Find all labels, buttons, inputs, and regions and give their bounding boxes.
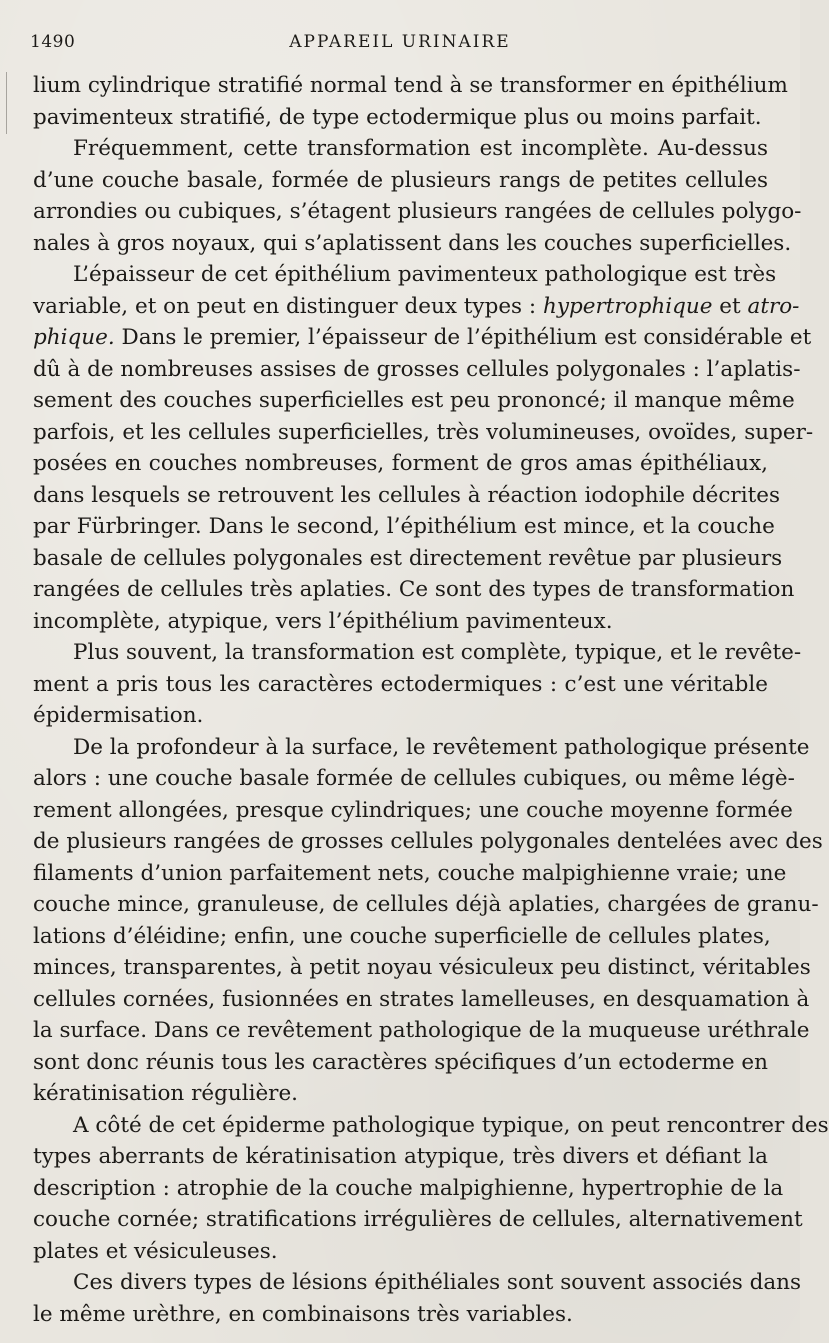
text-line: Plus souvent, la transformation est complète, typique, et le revête- [73, 640, 802, 665]
text-line: Ces divers types de lésions épithéliales sont souvent associés dans [73, 1270, 802, 1295]
running-head [30, 32, 770, 56]
text-run: variable, et on peut en distinguer deux types : [33, 293, 543, 319]
text-line: épidermisation. [33, 703, 204, 728]
text-line: ment a pris tous les caractères ectodermiques : c’est une véritable [33, 671, 768, 697]
text-line: lations d’éléidine; enfin, une couche superficielle de cellules plates, [33, 923, 771, 949]
body-text [33, 70, 829, 1330]
text-line: sement des couches superficielles est peu prononcé; il manque même [33, 388, 795, 413]
text-line: posées en couches nombreuses, forment de gros amas épithéliaux, [33, 451, 768, 476]
text-line: rement allongées, presque cylindriques; une couche moyenne formée [33, 797, 793, 823]
text-line: de plusieurs rangées de grosses cellules polygonales dentelées avec des [33, 829, 823, 854]
text-line: types aberrants de kératinisation atypique, très divers et défiant la [33, 1144, 768, 1169]
text-line: dans lesquels se retrouvent les cellules à réaction iodophile décrites [33, 482, 780, 508]
text-line: nales à gros noyaux, qui s’aplatissent dans les couches superficielles. [33, 230, 792, 256]
text-line: couche cornée; stratifications irrégulières de cellules, alternativement [33, 1207, 803, 1232]
text-line: par Fürbringer. Dans le second, l’épithélium est mince, et la couche [33, 514, 775, 539]
text-run: Dans le premier, l’épaisseur de l’épithélium est considérable et [114, 325, 812, 350]
text-line: incomplète, atypique, vers l’épithélium pavimenteux. [33, 608, 613, 634]
text-line: De la profondeur à la surface, le revêtement pathologique présente [73, 734, 810, 760]
text-line: minces, transparentes, à petit noyau vésiculeux peu distinct, véritables [33, 955, 811, 980]
text-line: filaments d’union parfaitement nets, couche malpighienne vraie; une [33, 860, 787, 886]
italic-term: hypertrophique [543, 293, 713, 319]
text-line: description : atrophie de la couche malpighienne, hypertrophie de la [33, 1175, 784, 1201]
page-number: 1490 [30, 32, 76, 52]
text-line: parfois, et les cellules superficielles, très volumineuses, ovoïdes, super- [33, 419, 814, 445]
italic-term: atro- [747, 293, 800, 319]
text-line: basale de cellules polygonales est directement revêtue par plusieurs [33, 545, 783, 571]
text-line: d’une couche basale, formée de plusieurs rangs de petites cellules [33, 167, 768, 193]
text-line: kératinisation régulière. [33, 1081, 299, 1106]
margin-mark [6, 72, 9, 134]
text-line: lium cylindrique stratifié normal tend à se transformer en épithélium [33, 73, 788, 98]
text-line: L’épaisseur de cet épithélium pavimenteux pathologique est très [73, 262, 777, 287]
text-line [33, 291, 800, 323]
italic-term: phique. [33, 325, 115, 350]
text-line: sont donc réunis tous les caractères spécifiques d’un ectoderme en [33, 1049, 768, 1075]
section-title: APPAREIL URINAIRE [289, 32, 511, 52]
text-line: rangées de cellules très aplaties. Ce sont des types de transformation [33, 577, 795, 602]
text-line: cellules cornées, fusionnées en strates lamelleuses, en desquamation à [33, 986, 810, 1012]
text-line: dû à de nombreuses assises de grosses cellules polygonales : l’aplatis- [33, 356, 801, 382]
text-line: plates et vésiculeuses. [33, 1238, 278, 1264]
text-line: pavimenteux stratifié, de type ectodermique plus ou moins parfait. [33, 104, 762, 130]
text-line: alors : une couche basale formée de cellules cubiques, ou même légè- [33, 766, 795, 791]
text-line: arrondies ou cubiques, s’étagent plusieurs rangées de cellules polygo- [33, 199, 802, 224]
text-line: Fréquemment, cette transformation est incomplète. Au-dessus [73, 136, 768, 161]
text-line: couche mince, granuleuse, de cellules déjà aplaties, chargées de granu- [33, 892, 819, 917]
text-run: et [712, 293, 748, 319]
text-line [33, 322, 812, 354]
text-line: le même urèthre, en combinaisons très variables. [33, 1301, 573, 1327]
text-line: A côté de cet épiderme pathologique typique, on peut rencontrer des [73, 1112, 829, 1138]
text-line: la surface. Dans ce revêtement pathologique de la muqueuse uréthrale [33, 1018, 810, 1043]
